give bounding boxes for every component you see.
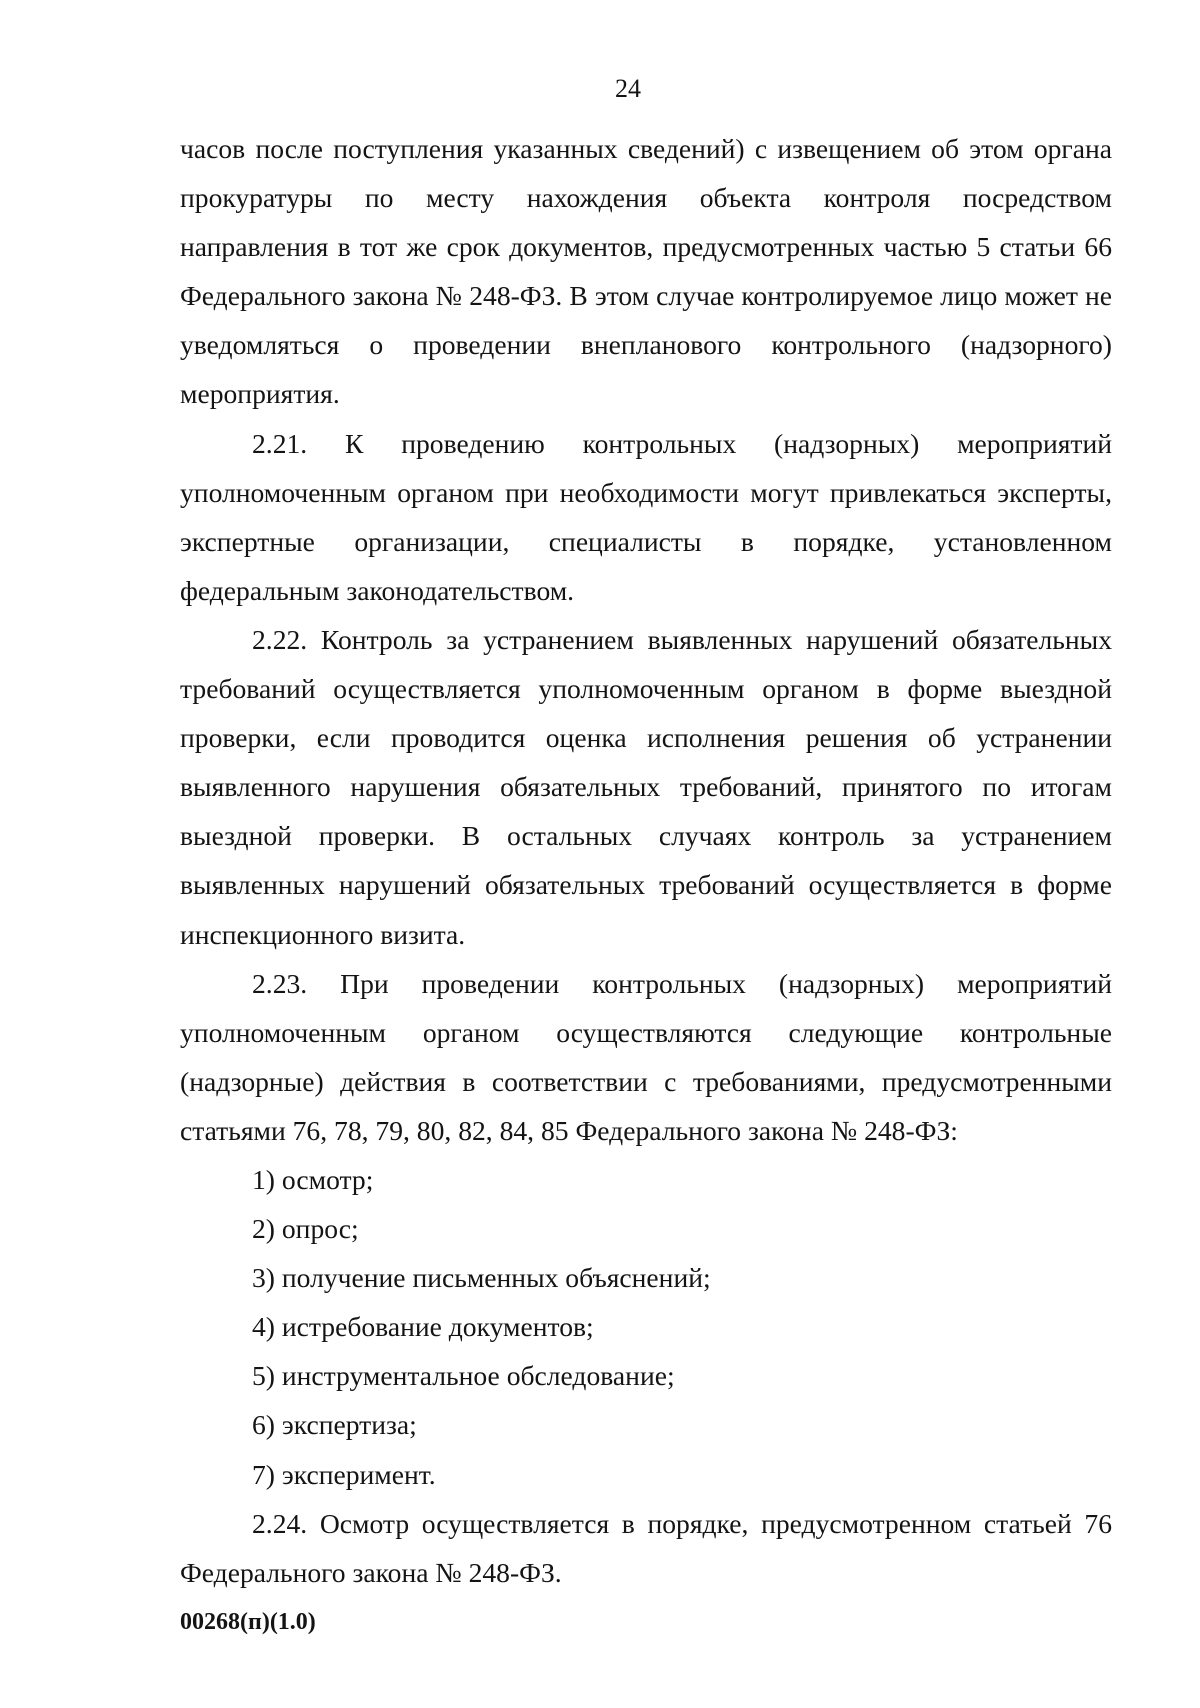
paragraph-continuation: часов после поступления указанных сведений) с извещением об этом органа прокуратуры по месту нахождения объекта контроля посредством направления в тот же срок документов, предусмотренных частью 5 статьи 66 Федерального закона № 248-ФЗ. В этом случае контролируемое лицо может не уведомляться о проведении внепланового контрольного (надзорного) мероприятия. [180,133,1112,410]
page-number: 24 [615,74,641,103]
document-body [180,124,1112,1597]
paragraph-2-22: 2.22. Контроль за устранением выявленных нарушений обязательных требований осуществляется уполномоченным органом в форме выездной проверки, если проводится оценка исполнения решения об устранении выявленного нарушения обязательных требований, принятого по итогам выездной проверки. В остальных случаях контроль за устранением выявленных нарушений обязательных требований осуществляется в форме инспекционного визита. [180,623,1112,950]
control-actions-list [180,1155,1112,1499]
list-item: 5) инструментальное обследование; [252,1360,675,1392]
list-item: 4) истребование документов; [252,1311,594,1343]
list-item: 6) экспертиза; [252,1409,417,1441]
paragraph-2-23: 2.23. При проведении контрольных (надзорных) мероприятий уполномоченным органом осуществляются следующие контрольные (надзорные) действия в соответствии с требованиями, предусмотренными статьями 76, 78, 79, 80, 82, 84, 85 Федерального закона № 248-ФЗ: [180,967,1112,1146]
paragraph-2-24: 2.24. Осмотр осуществляется в порядке, предусмотренном статьей 76 Федерального закона № 248-ФЗ. [180,1507,1112,1588]
list-item: 7) эксперимент. [252,1458,436,1490]
list-item: 2) опрос; [252,1213,359,1245]
document-code: 00268(п)(1.0) [180,1609,316,1635]
paragraph-2-21: 2.21. К проведению контрольных (надзорных) мероприятий уполномоченным органом при необходимости могут привлекаться эксперты, экспертные организации, специалисты в порядке, установленном федеральным законодательством. [180,427,1112,606]
list-item: 3) получение письменных объяснений; [252,1262,711,1294]
list-item: 1) осмотр; [252,1163,374,1195]
